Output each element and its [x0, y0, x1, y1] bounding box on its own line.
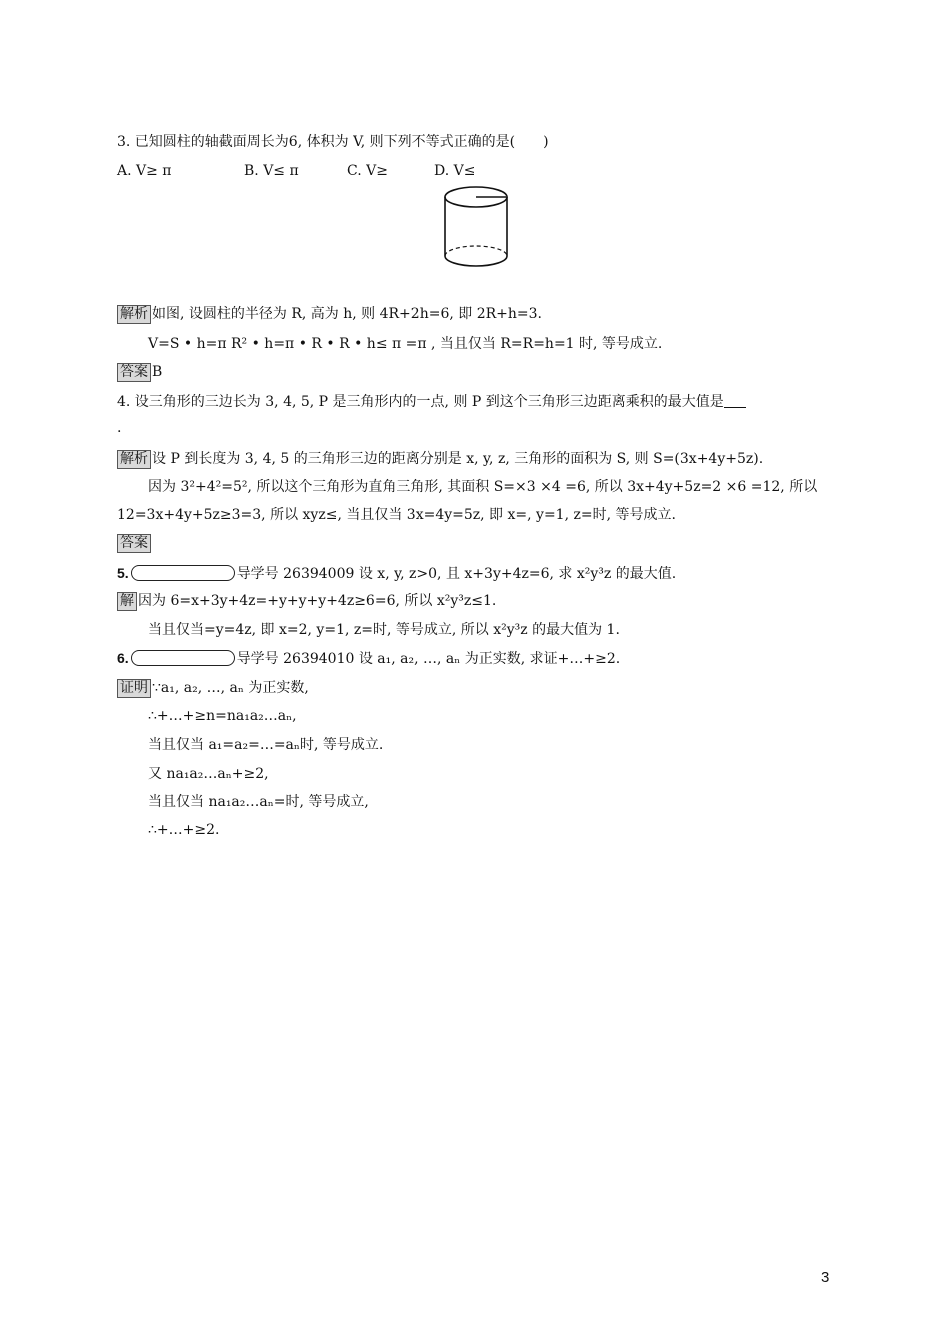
answer-tag: 答案 — [117, 534, 151, 553]
q5-solution-line-1: 解 因为 6=x+3y+4z=+y+y+y+4z≥6=6, 所以 x²y³z≤1. — [117, 591, 496, 611]
q3-answer: 答案 B — [117, 362, 162, 382]
q5-stem: 5. 导学号 26394009 设 x, y, z>0, 且 x+3y+4z=6, 求 x²y³z 的最大值. — [117, 565, 677, 582]
analysis-tag: 解析 — [117, 450, 151, 469]
proof-tag: 证明 — [117, 679, 151, 698]
q4-stem-end: . — [117, 420, 122, 436]
q4-analysis-line-1: 解析 设 P 到长度为 3, 4, 5 的三角形三边的距离分别是 x, y, z, 三角形的面积为 S, 则 S=(3x+4y+5z). — [117, 449, 763, 469]
q6-proof-line-4: 又 na₁a₂…aₙ+≥2, — [148, 766, 269, 782]
q4-stem: 4. 设三角形的三边长为 3, 4, 5, P 是三角形内的一点, 则 P 到这个三角形三边距离乘积的最大值是 — [117, 392, 746, 412]
answer-tag: 答案 — [117, 363, 151, 382]
q3-option-d: D. V≤ — [434, 163, 476, 179]
q4-answer — [117, 533, 152, 553]
label-pill — [131, 650, 235, 666]
q6-proof-line-2: ∴+…+≥n=na₁a₂…aₙ, — [148, 708, 297, 724]
q4-analysis-line-2: 因为 3²+4²=5², 所以这个三角形为直角三角形, 其面积 S=×3 ×4 =6, 所以 3x+4y+5z=2 ×6 =12, 所以 — [148, 479, 818, 495]
q3-option-b: B. V≤ π — [244, 163, 299, 179]
q6-proof-line-6: ∴+…+≥2. — [148, 822, 220, 838]
q6-proof-line-5: 当且仅当 na₁a₂…aₙ=时, 等号成立, — [148, 794, 369, 810]
cylinder-figure — [440, 184, 512, 270]
q3-option-a: A. V≥ π — [117, 163, 172, 179]
solution-tag: 解 — [117, 592, 137, 611]
page-number: 3 — [821, 1269, 830, 1286]
answer-blank — [724, 393, 746, 408]
q6-stem: 6. 导学号 26394010 设 a₁, a₂, …, aₙ 为正实数, 求证+…+≥2. — [117, 650, 621, 667]
q6-proof-line-1: 证明 ∵a₁, a₂, …, aₙ 为正实数, — [117, 678, 309, 698]
q6-proof-line-3: 当且仅当 a₁=a₂=…=aₙ时, 等号成立. — [148, 737, 384, 753]
q5-solution-line-2: 当且仅当=y=4z, 即 x=2, y=1, z=时, 等号成立, 所以 x²y³z 的最大值为 1. — [148, 622, 620, 638]
label-pill — [131, 565, 235, 581]
q3-stem: 3. 已知圆柱的轴截面周长为6, 体积为 V, 则下列不等式正确的是( ) — [117, 134, 549, 150]
q3-analysis-line-1: 解析 如图, 设圆柱的半径为 R, 高为 h, 则 4R+2h=6, 即 2R+h=3. — [117, 304, 542, 324]
q3-analysis-line-2: V=S • h=π R² • h=π • R • R • h≤ π =π , 当且仅当 R=R=h=1 时, 等号成立. — [148, 336, 663, 352]
q3-option-c: C. V≥ — [347, 163, 388, 179]
q4-analysis-line-3: 12=3x+4y+5z≥3=3, 所以 xyz≤, 当且仅当 3x=4y=5z, 即 x=, y=1, z=时, 等号成立. — [117, 507, 676, 523]
analysis-tag: 解析 — [117, 305, 151, 324]
